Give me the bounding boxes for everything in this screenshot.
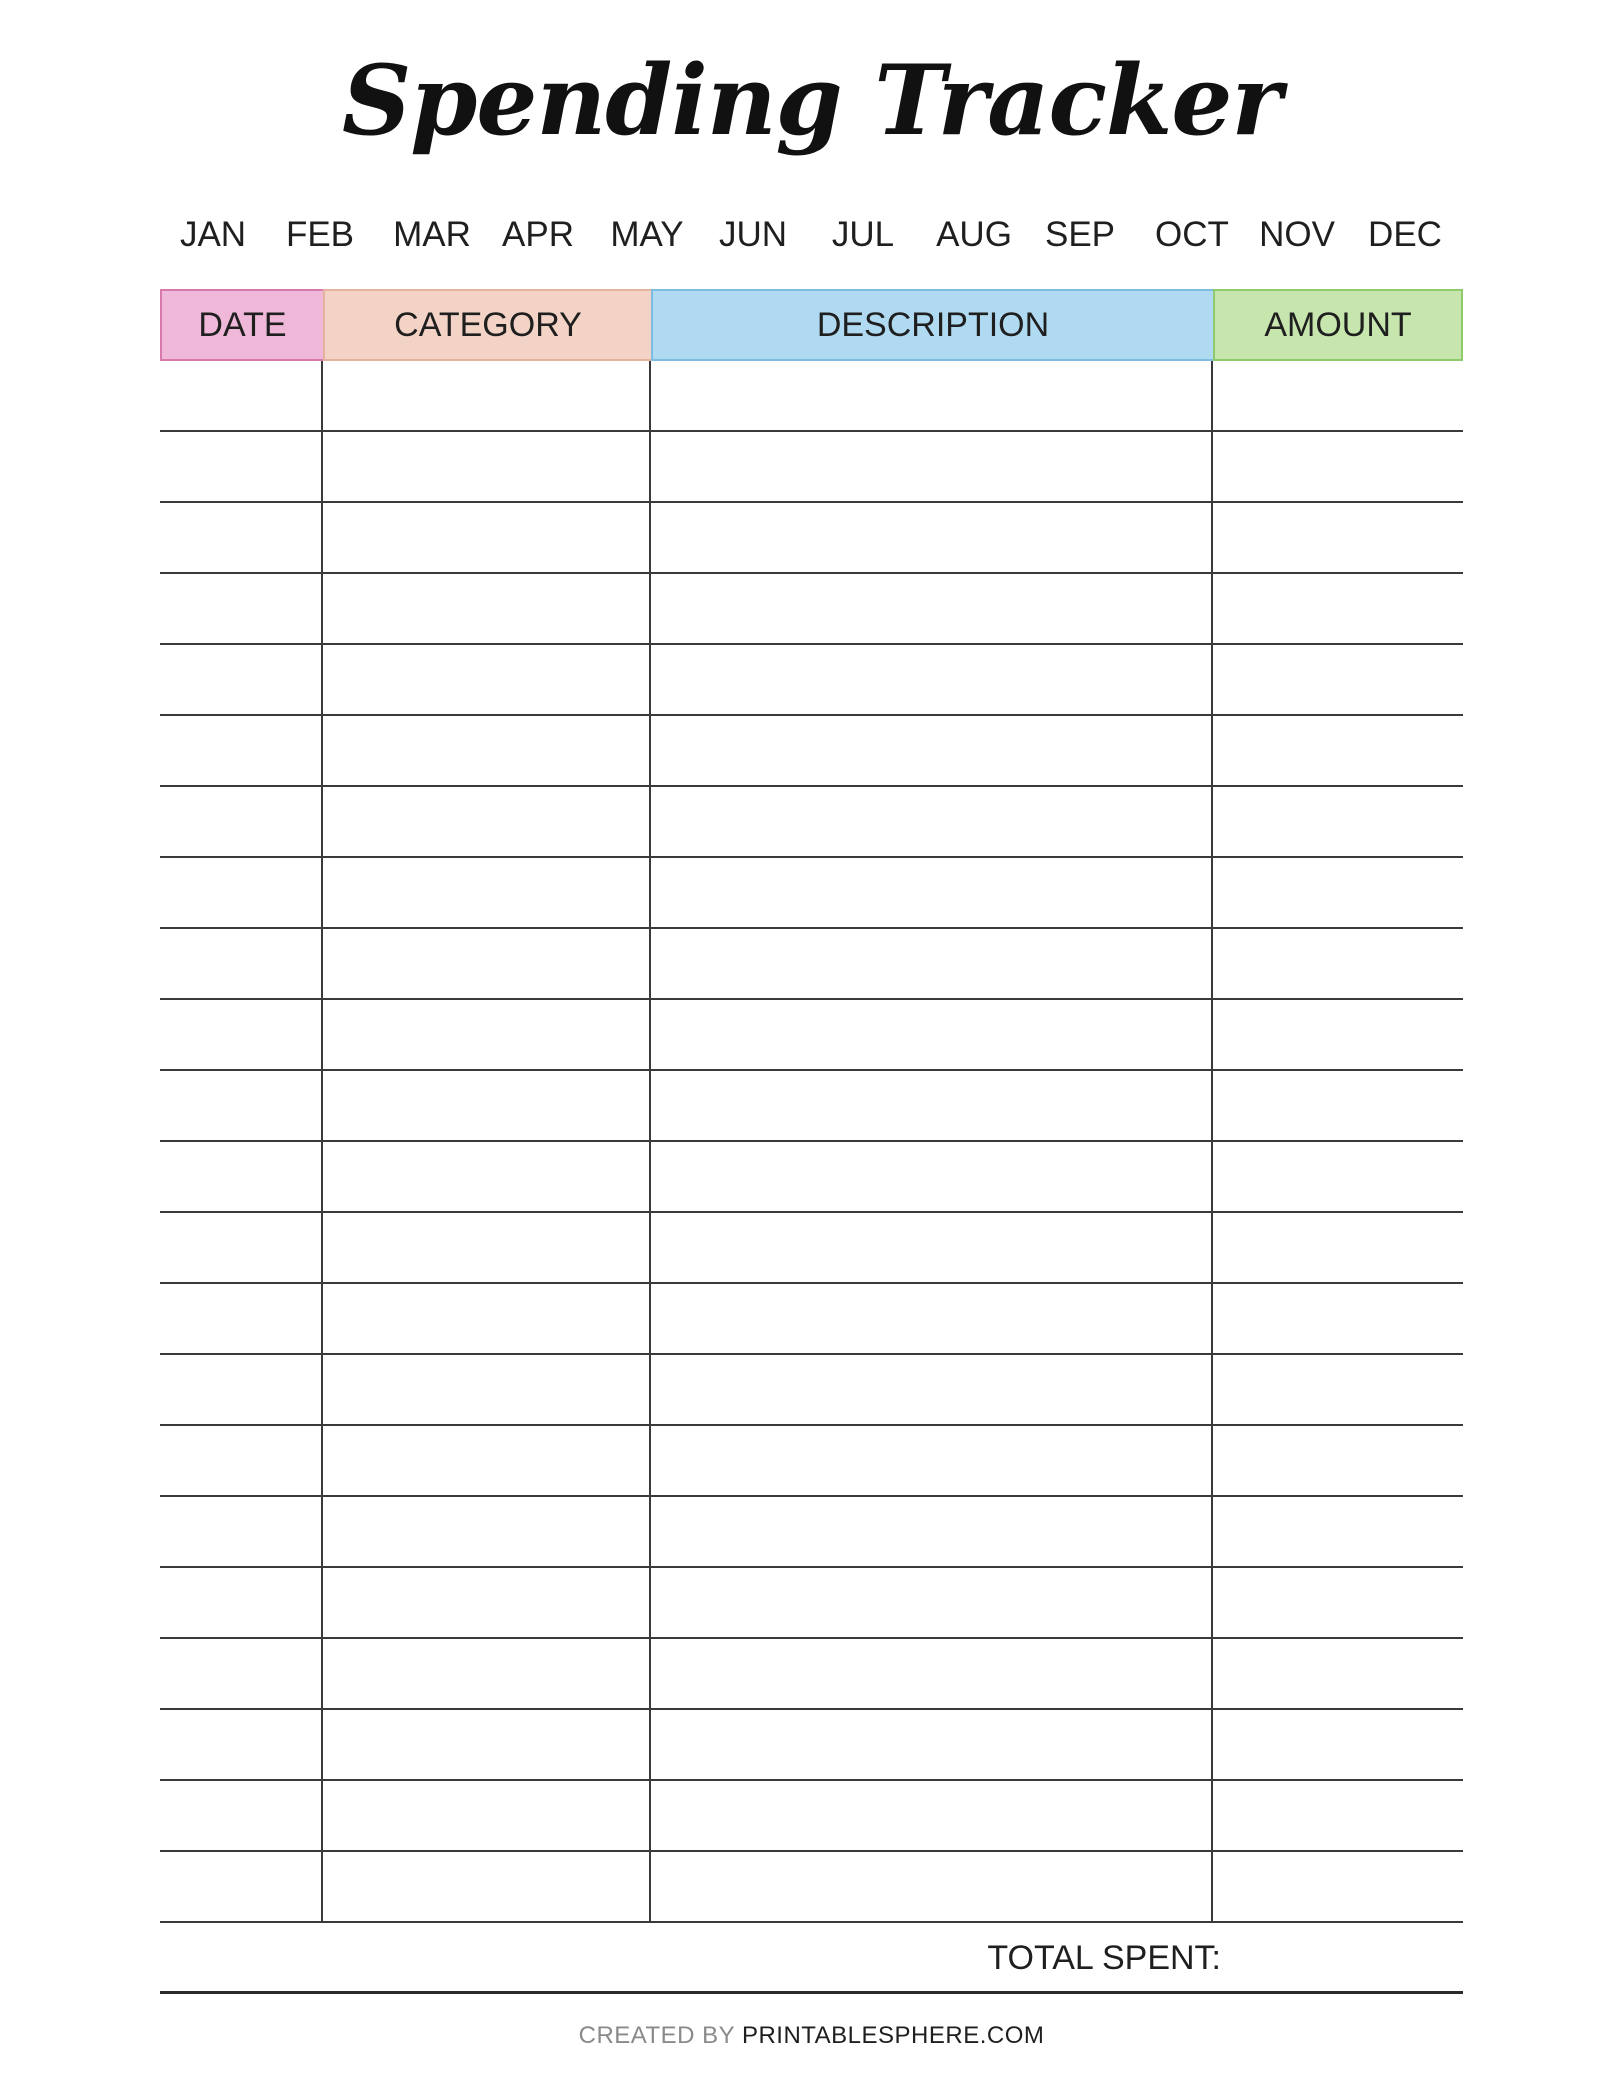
amount-cell[interactable] [1213,1142,1463,1211]
table-row [160,716,1463,787]
total-row [160,1923,1463,1994]
description-cell[interactable] [651,858,1213,927]
date-cell[interactable] [160,1852,323,1921]
month-mar[interactable]: MAR [393,215,471,254]
description-cell[interactable] [651,1781,1213,1850]
category-cell[interactable] [323,645,651,714]
month-aug[interactable]: AUG [936,215,1012,254]
table-row [160,432,1463,503]
date-cell[interactable] [160,1710,323,1779]
amount-cell[interactable] [1213,1639,1463,1708]
amount-cell[interactable] [1213,787,1463,856]
category-cell[interactable] [323,1142,651,1211]
date-cell[interactable] [160,574,323,643]
month-dec[interactable]: DEC [1368,215,1442,254]
category-cell[interactable] [323,1426,651,1495]
date-cell[interactable] [160,361,323,430]
category-cell[interactable] [323,1852,651,1921]
description-cell[interactable] [651,716,1213,785]
table-row [160,1142,1463,1213]
month-nov[interactable]: NOV [1259,215,1335,254]
date-cell[interactable] [160,787,323,856]
amount-cell[interactable] [1213,1568,1463,1637]
table-row [160,1639,1463,1710]
category-cell[interactable] [323,361,651,430]
amount-cell[interactable] [1213,503,1463,572]
amount-cell[interactable] [1213,432,1463,501]
date-cell[interactable] [160,1568,323,1637]
table-row [160,1213,1463,1284]
date-cell[interactable] [160,929,323,998]
category-cell[interactable] [323,716,651,785]
description-cell[interactable] [651,1497,1213,1566]
category-cell[interactable] [323,1071,651,1140]
amount-cell[interactable] [1213,1355,1463,1424]
amount-cell[interactable] [1213,1071,1463,1140]
date-cell[interactable] [160,1142,323,1211]
amount-cell[interactable] [1213,645,1463,714]
category-cell[interactable] [323,929,651,998]
category-cell[interactable] [323,1284,651,1353]
table-row [160,787,1463,858]
footer-prefix: CREATED BY [578,2022,735,2049]
amount-cell[interactable] [1213,1710,1463,1779]
date-cell[interactable] [160,1213,323,1282]
table-row [160,1568,1463,1639]
date-cell[interactable] [160,1426,323,1495]
description-cell[interactable] [651,1852,1213,1921]
category-cell[interactable] [323,1639,651,1708]
total-spent-label: TOTAL SPENT: [987,1939,1221,1977]
description-cell[interactable] [651,1071,1213,1140]
category-cell[interactable] [323,787,651,856]
header-amount: AMOUNT [1213,289,1463,361]
date-cell[interactable] [160,1639,323,1708]
category-cell[interactable] [323,503,651,572]
amount-cell[interactable] [1213,929,1463,998]
description-cell[interactable] [651,645,1213,714]
description-cell[interactable] [651,1639,1213,1708]
description-cell[interactable] [651,1000,1213,1069]
month-may[interactable]: MAY [610,215,684,254]
description-cell[interactable] [651,1355,1213,1424]
month-apr[interactable]: APR [502,215,574,254]
month-jun[interactable]: JUN [718,215,788,254]
description-cell[interactable] [651,1142,1213,1211]
description-cell[interactable] [651,929,1213,998]
table-row [160,361,1463,432]
date-cell[interactable] [160,1355,323,1424]
month-jan[interactable]: JAN [179,215,247,254]
table-row [160,1355,1463,1426]
description-cell[interactable] [651,1568,1213,1637]
description-cell[interactable] [651,787,1213,856]
description-cell[interactable] [651,1710,1213,1779]
amount-cell[interactable] [1213,1497,1463,1566]
date-cell[interactable] [160,1000,323,1069]
date-cell[interactable] [160,1497,323,1566]
table-body [160,361,1463,1923]
total-spent-field[interactable] [1223,1933,1453,1983]
description-cell[interactable] [651,574,1213,643]
category-cell[interactable] [323,1710,651,1779]
amount-cell[interactable] [1213,1000,1463,1069]
amount-cell[interactable] [1213,858,1463,927]
month-sep[interactable]: SEP [1044,215,1116,254]
table-row [160,929,1463,1000]
table-row [160,1781,1463,1852]
table-row [160,858,1463,929]
date-cell[interactable] [160,432,323,501]
description-cell[interactable] [651,361,1213,430]
category-cell[interactable] [323,1000,651,1069]
table-row [160,1000,1463,1071]
table-row [160,1710,1463,1781]
date-cell[interactable] [160,716,323,785]
category-cell[interactable] [323,1355,651,1424]
description-cell[interactable] [651,1213,1213,1282]
month-oct[interactable]: OCT [1155,215,1229,254]
table-header [160,289,1463,361]
table-row [160,1426,1463,1497]
table-row [160,1071,1463,1142]
amount-cell[interactable] [1213,1852,1463,1921]
category-cell[interactable] [323,432,651,501]
date-cell[interactable] [160,503,323,572]
amount-cell[interactable] [1213,1284,1463,1353]
category-cell[interactable] [323,1497,651,1566]
month-selector [160,205,1463,265]
amount-cell[interactable] [1213,1426,1463,1495]
date-cell[interactable] [160,1071,323,1140]
amount-cell[interactable] [1213,716,1463,785]
description-cell[interactable] [651,1284,1213,1353]
category-cell[interactable] [323,858,651,927]
amount-cell[interactable] [1213,1781,1463,1850]
footer-site: PRINTABLESPHERE.COM [741,2022,1045,2049]
date-cell[interactable] [160,1781,323,1850]
amount-cell[interactable] [1213,574,1463,643]
description-cell[interactable] [651,1426,1213,1495]
table-row [160,574,1463,645]
table-row [160,645,1463,716]
description-cell[interactable] [651,503,1213,572]
page-title: Spending Tracker [341,44,1282,157]
table-row [160,503,1463,574]
spending-table [160,289,1463,1994]
table-row [160,1497,1463,1568]
date-cell[interactable] [160,1284,323,1353]
category-cell[interactable] [323,1568,651,1637]
table-row [160,1852,1463,1923]
category-cell[interactable] [323,1781,651,1850]
header-category: CATEGORY [323,289,653,361]
description-cell[interactable] [651,432,1213,501]
footer-credit [0,2022,1623,2050]
category-cell[interactable] [323,574,651,643]
date-cell[interactable] [160,858,323,927]
month-jul[interactable]: JUL [831,215,895,254]
amount-cell[interactable] [1213,361,1463,430]
table-row [160,1284,1463,1355]
amount-cell[interactable] [1213,1213,1463,1282]
header-description: DESCRIPTION [651,289,1215,361]
category-cell[interactable] [323,1213,651,1282]
month-feb[interactable]: FEB [285,215,355,254]
date-cell[interactable] [160,645,323,714]
header-date: DATE [160,289,325,361]
